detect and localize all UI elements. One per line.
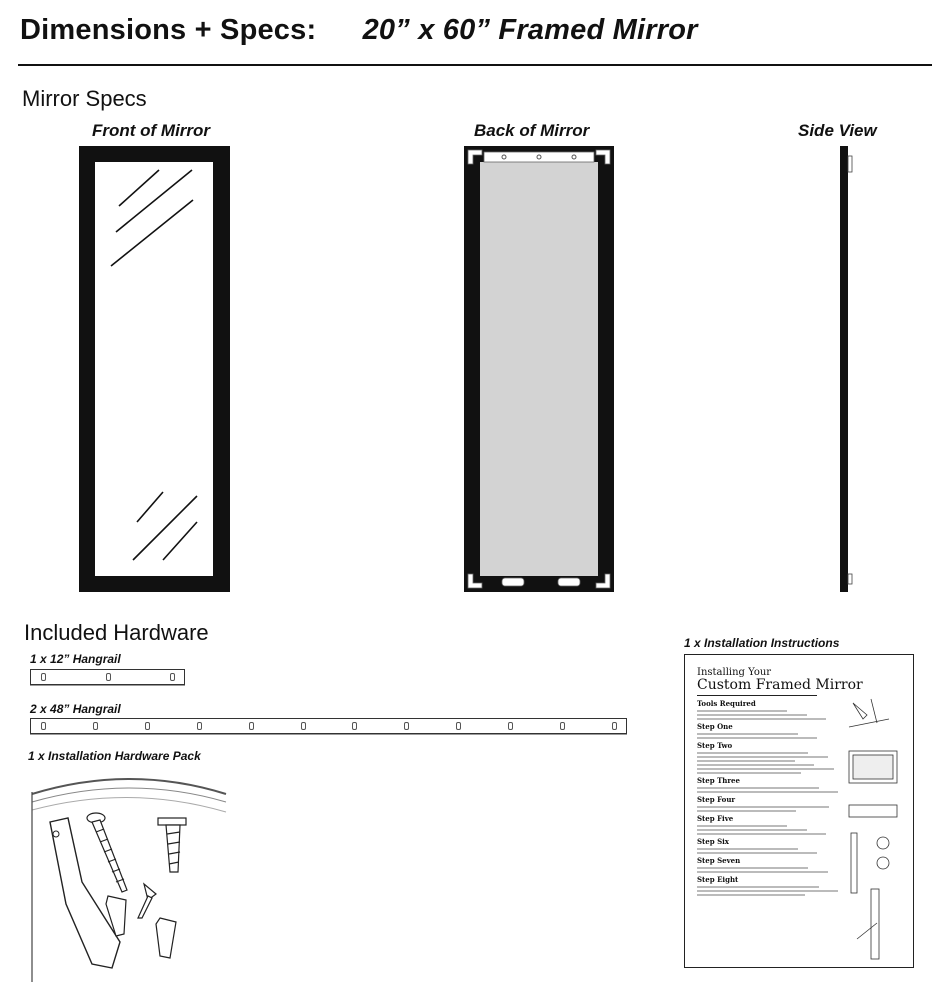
doc-text-line bbox=[697, 787, 819, 789]
doc-text-line bbox=[697, 825, 787, 827]
included-hardware-heading: Included Hardware bbox=[24, 620, 209, 645]
doc-text-line bbox=[697, 733, 798, 735]
side-view-label: Side View bbox=[798, 121, 877, 140]
doc-step-heading: Step Six bbox=[697, 837, 729, 846]
doc-text-line bbox=[697, 894, 805, 896]
page-header bbox=[20, 14, 698, 47]
instructions-label: 1 x Installation Instructions bbox=[684, 636, 840, 650]
hangrail-slot bbox=[170, 673, 175, 681]
doc-text-line bbox=[697, 886, 819, 888]
doc-text-line bbox=[697, 752, 808, 754]
doc-text-line bbox=[697, 768, 834, 770]
hangrail-slot bbox=[145, 722, 150, 730]
front-mirror-drawing bbox=[79, 146, 230, 592]
doc-text-line bbox=[697, 710, 787, 712]
doc-text-line bbox=[697, 718, 826, 720]
hangrail-slot bbox=[41, 673, 46, 681]
page-title: Dimensions + Specs: bbox=[20, 14, 317, 46]
hangrail-slot bbox=[301, 722, 306, 730]
doc-text-line bbox=[697, 867, 808, 869]
front-view-label: Front of Mirror bbox=[92, 121, 211, 140]
hangrail-slot bbox=[404, 722, 409, 730]
instructions-document bbox=[684, 654, 914, 968]
hangrail-slot bbox=[41, 722, 46, 730]
doc-heading-line1: Installing Your bbox=[697, 667, 772, 678]
header-divider bbox=[18, 64, 932, 66]
page-subtitle: 20” x 60” Framed Mirror bbox=[362, 14, 698, 46]
doc-step-heading: Tools Required bbox=[697, 699, 756, 708]
back-view-label: Back of Mirror bbox=[474, 121, 590, 140]
doc-text-line bbox=[697, 852, 817, 854]
doc-text-line bbox=[697, 848, 798, 850]
hangrail-48-drawing bbox=[30, 718, 627, 734]
hangrail-slot bbox=[456, 722, 461, 730]
doc-text-line bbox=[697, 806, 829, 808]
doc-steps bbox=[697, 699, 847, 961]
hangrail-12-drawing bbox=[30, 669, 185, 685]
hangrail-slot bbox=[249, 722, 254, 730]
hangrail-48-label: 2 x 48” Hangrail bbox=[30, 702, 121, 716]
hangrail-12-label: 1 x 12” Hangrail bbox=[30, 652, 121, 666]
side-mirror-drawing bbox=[836, 146, 856, 592]
doc-step-heading: Step Three bbox=[697, 776, 740, 785]
doc-text-line bbox=[697, 829, 807, 831]
hardware-pack-label: 1 x Installation Hardware Pack bbox=[28, 749, 201, 763]
doc-text-line bbox=[697, 760, 795, 762]
doc-text-line bbox=[697, 756, 828, 758]
hangrail-slot bbox=[197, 722, 202, 730]
doc-text-line bbox=[697, 810, 796, 812]
doc-text-line bbox=[697, 890, 838, 892]
doc-step-heading: Step One bbox=[697, 722, 733, 731]
doc-heading-line2: Custom Framed Mirror bbox=[697, 677, 863, 693]
doc-text-line bbox=[697, 833, 826, 835]
hangrail-slot bbox=[508, 722, 513, 730]
doc-text-line bbox=[697, 791, 838, 793]
doc-text-line bbox=[697, 772, 801, 774]
mirror-specs-heading: Mirror Specs bbox=[22, 86, 147, 111]
doc-heading-rule bbox=[697, 695, 817, 696]
hardware-pack-image bbox=[30, 772, 230, 982]
doc-text-line bbox=[697, 764, 814, 766]
back-mirror-drawing bbox=[464, 146, 614, 592]
doc-step-heading: Step Eight bbox=[697, 875, 739, 884]
doc-figures bbox=[843, 693, 907, 963]
hangrail-slot bbox=[93, 722, 98, 730]
doc-step-heading: Step Five bbox=[697, 814, 734, 823]
hangrail-slot bbox=[560, 722, 565, 730]
hangrail-slot bbox=[106, 673, 111, 681]
doc-step-heading: Step Four bbox=[697, 795, 736, 804]
doc-text-line bbox=[697, 871, 828, 873]
hangrail-slot bbox=[612, 722, 617, 730]
doc-step-heading: Step Seven bbox=[697, 856, 741, 865]
doc-step-heading: Step Two bbox=[697, 741, 733, 750]
doc-text-line bbox=[697, 737, 817, 739]
doc-text-line bbox=[697, 714, 807, 716]
hangrail-slot bbox=[352, 722, 357, 730]
